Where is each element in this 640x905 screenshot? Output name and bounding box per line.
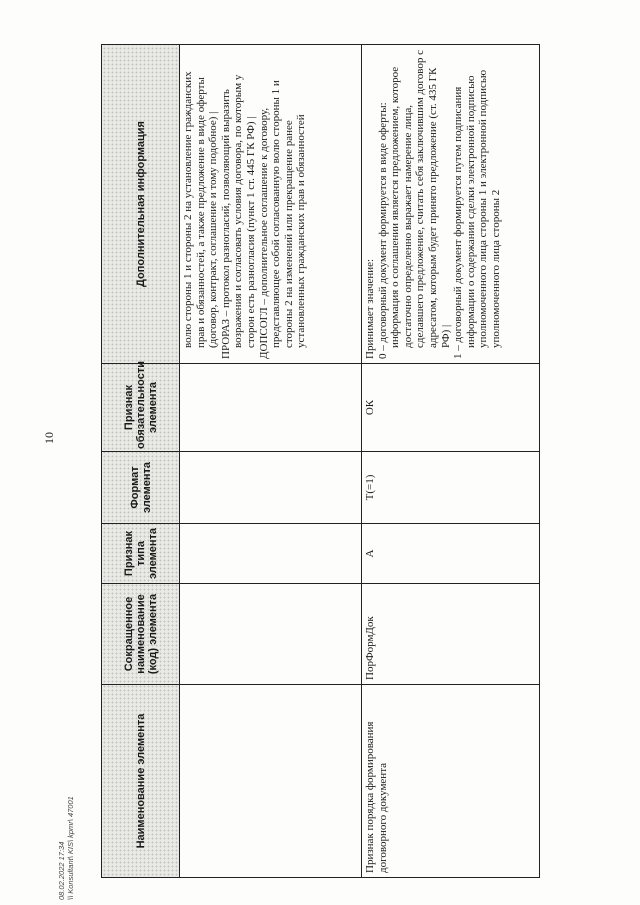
footer-path: \\ Konsultant\ KIS\ kpmr\ 47001 [66,796,75,900]
header-element-required: Признак обязательности элемента [102,364,180,452]
page-number: 10 [42,432,56,444]
header-additional-info: Дополнительная информация [102,45,180,364]
footer-date: 08.02.2022 17:34 [57,841,66,900]
info-line: 0 – договорный документ формируется в виде оферты: информация о соглашении является предложением, которое достаточно определенно выражает намерение лица, сделавшего предложение, считать себя заключившим договор с адресатом, которым будет принято предложение (ст. 435 ГК РФ) | [376,49,452,359]
cell-additional-info [180,45,362,364]
cell-additional-info [362,45,540,364]
cell-element-format: Т(=1) [362,452,540,524]
cell-element-code: ПорФормДок [362,584,540,685]
element-spec-table [101,44,540,878]
info-line: Принимает значение: [364,258,376,359]
info-line: ПРОРАЗ – протокол разногласий, позволяющий выразить возражения и согласовать условия договора, по которым у сторон есть разногласия (пункт 1 ст. 445 ГК РФ) | [219,74,257,359]
table-row [362,45,540,878]
header-element-type: Признак типа элемента [102,524,180,584]
cell-element-name: Признак порядка формирования договорного документа [362,685,540,878]
table-row [180,45,362,878]
header-element-format: Формат элемента [102,452,180,524]
info-line: ДОПСОГЛ – дополнительное соглашение к договору, представляющее собой согласованную волю стороны 1 и стороны 2 на изменений или прекращение ранее установленных гражданских прав и обязанностей [257,80,308,359]
cell-element-type [180,524,362,584]
cell-element-name [180,685,362,878]
footer-stamp [57,796,75,900]
info-line: 1 – договорный документ формируется путем подписания информации о содержании сделки электронной подписью уполномоченного лица стороны 1 и электронной подписью уполномоченного лица стороны 2 [452,69,502,359]
header-element-code: Сокращенное наименование (код) элемента [102,584,180,685]
info-line: волю стороны 1 и стороны 2 на установление гражданских прав и обязанностей, а также предложение в виде оферты (договор, контракт, соглашение и тому подобное) | [182,71,220,348]
rotated-page-content [101,45,540,878]
cell-element-code [180,584,362,685]
header-row [102,45,180,878]
cell-element-format [180,452,362,524]
cell-element-required: ОК [362,364,540,452]
header-element-name: Наименование элемента [102,685,180,878]
cell-element-required [180,364,362,452]
cell-element-type: А [362,524,540,584]
